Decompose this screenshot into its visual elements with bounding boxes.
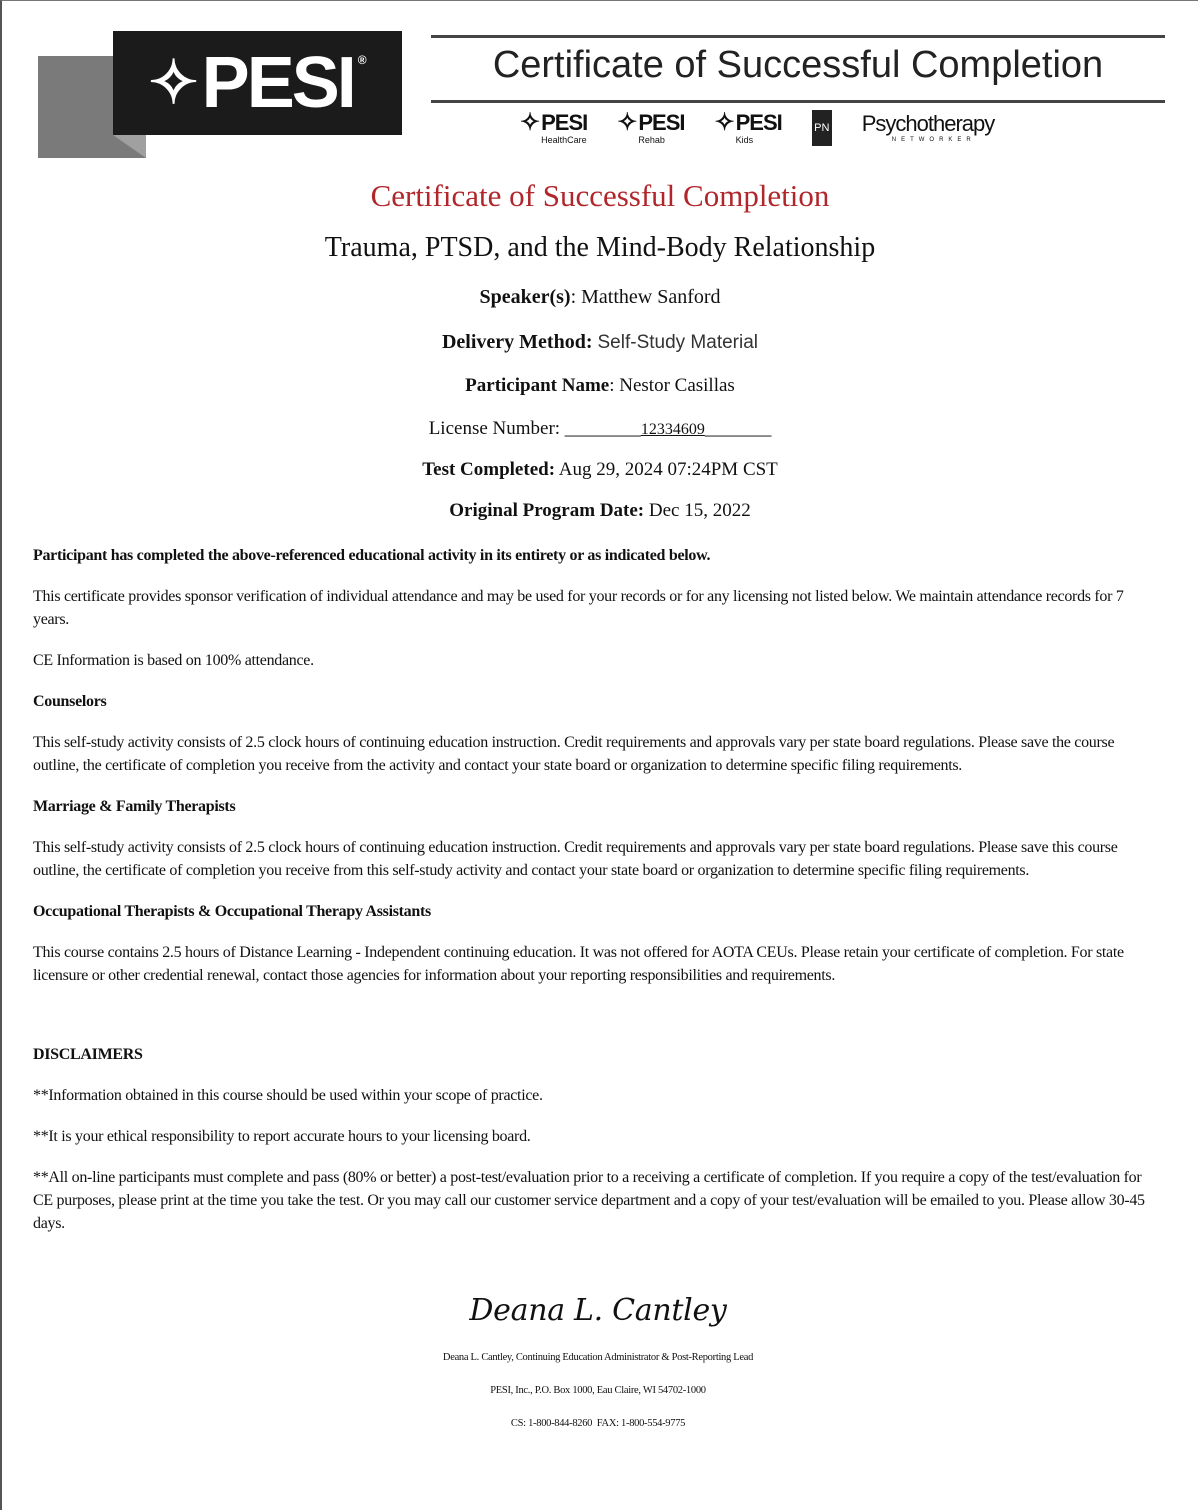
running-figure-icon: ✧ (148, 49, 196, 116)
address-line: PESI, Inc., P.O. Box 1000, Eau Claire, WI 54702-1000 (490, 1385, 706, 1396)
banner-title: Certificate of Successful Completion (492, 44, 1104, 86)
program-date-line: Original Program Date: Dec 15, 2022 (449, 500, 751, 521)
contact-line: CS: 1-800-844-8260 FAX: 1-800-554-9775 (510, 1418, 686, 1429)
disclaimer: **All on-line participants must complete and pass (80% or better) a post-test/evaluation prior to a receiving a certificate of completion. If you require a copy of the test/evaluation for CE purposes, please print at the time you take the test. Or you may call our customer service department and a copy of your test/evaluation will be emailed to you. Please allow 30-45 days. (33, 1169, 1145, 1232)
speaker-line: Speaker(s): Matthew Sanford (479, 286, 721, 308)
section-heading: Counselors (33, 693, 107, 710)
psychotherapy-networker-logo: Psychotherapy NETWORKER (861, 111, 995, 143)
signer-line: Deana L. Cantley, Continuing Education Administrator & Post-Reporting Lead (442, 1352, 754, 1363)
certificate-body (33, 0, 1163, 1490)
section-heading: Marriage & Family Therapists (33, 798, 236, 815)
pesi-healthcare-logo: ✧ PESI HealthCare (520, 109, 588, 145)
ce-info: CE Information is based on 100% attendance. (33, 652, 314, 669)
section-text: This self-study activity consists of 2.5 clock hours of continuing education instruction. Credit requirements and approvals vary per state board regulations. Please save this course outline, the certificate of completion you receive from this self-study activity and contact your state board or organization to determine specific filing requirements. (33, 839, 1118, 879)
pesi-kids-logo: ✧ PESI Kids (714, 109, 782, 145)
pesi-rehab-logo: ✧ PESI Rehab (617, 109, 685, 145)
disclaimer: **It is your ethical responsibility to report accurate hours to your licensing board. (33, 1128, 531, 1145)
signature: Deana L. Cantley (469, 1293, 727, 1328)
intro-text: This certificate provides sponsor verification of individual attendance and may be used for your records or for any licensing not listed below. We maintain attendance records for 7 years. (33, 588, 1124, 628)
section-text: This course contains 2.5 hours of Distance Learning - Independent continuing education. It was not offered for AOTA CEUs. Please retain your certificate of completion. For state licensure or other credential renewal, contact those agencies for information about your reporting responsibilities and requirements. (33, 944, 1124, 984)
delivery-line: Delivery Method: Self-Study Material (441, 331, 759, 353)
participant-line: Participant Name: Nestor Casillas (465, 375, 735, 396)
section-text: This self-study activity consists of 2.5 clock hours of continuing education instruction. Credit requirements and approvals vary per state board regulations. Please save the course outline, the certificate of completion you receive from the activity and contact your state board or organization to determine specific filing requirements. (33, 734, 1115, 774)
course-title: Trauma, PTSD, and the Mind-Body Relationship (324, 232, 876, 263)
section-heading: Occupational Therapists & Occupational Therapy Assistants (33, 903, 431, 920)
pesi-logo: ✧ PESI ® (113, 31, 402, 135)
certificate-title: Certificate of Successful Completion (370, 178, 830, 213)
disclaimers-heading: DISCLAIMERS (33, 1046, 143, 1063)
test-completed-line: Test Completed: Aug 29, 2024 07:24PM CST (422, 459, 778, 480)
intro-statement: Participant has completed the above-referenced educational activity in its entirety or as indicated below. (33, 547, 711, 564)
pn-logo: PN (812, 110, 832, 146)
disclaimer: **Information obtained in this course should be used within your scope of practice. (33, 1087, 543, 1104)
license-line: License Number: ________12334609_______ (428, 418, 772, 439)
